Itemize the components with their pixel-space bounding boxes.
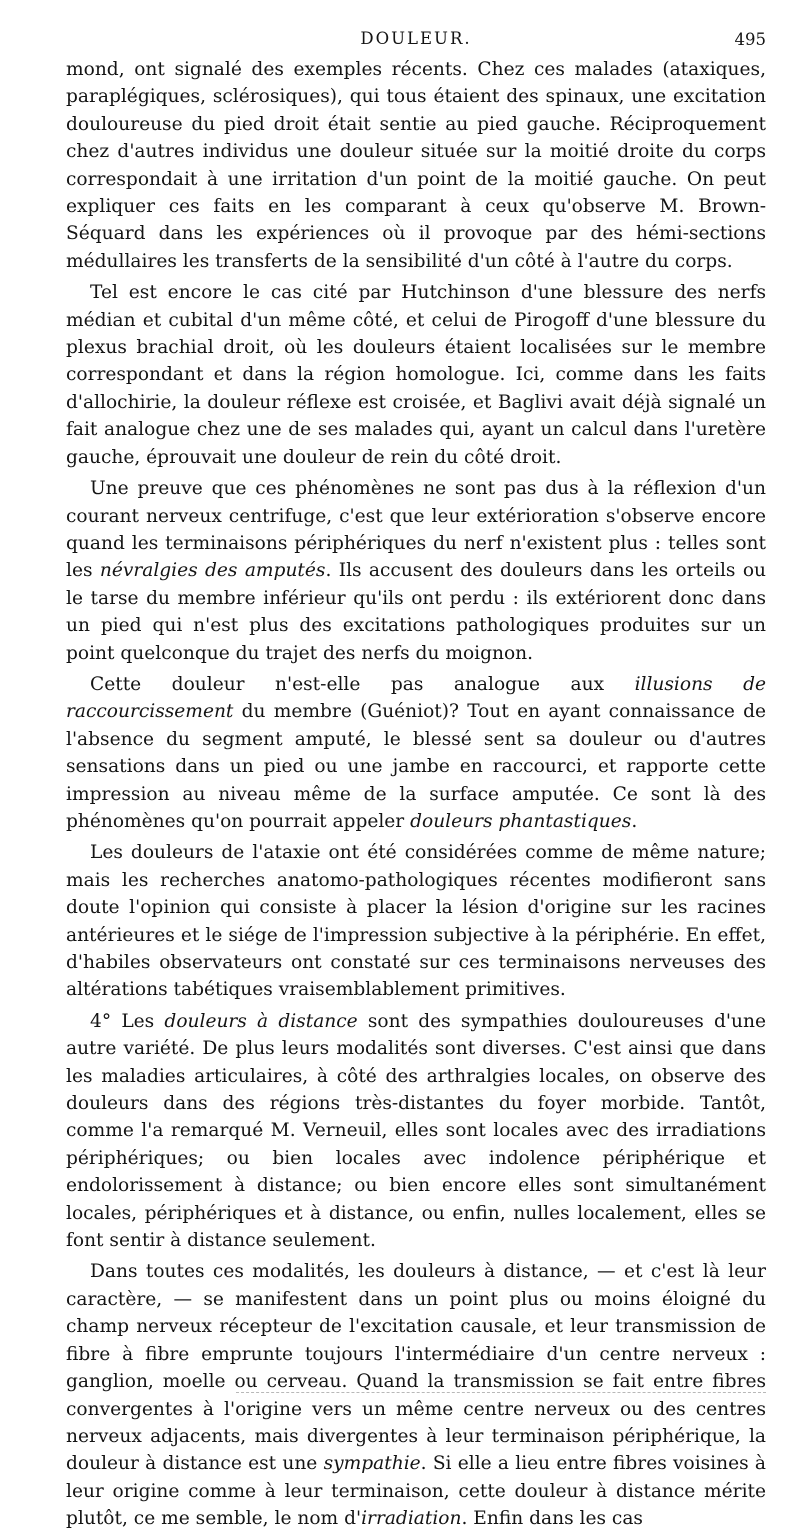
- italic-phrase: névralgies des amputés: [99, 560, 326, 582]
- italic-phrase: douleurs à distance: [164, 1010, 358, 1032]
- footer-rule: [236, 1392, 766, 1393]
- text-run: . Ils accusent des douleurs dans les orteils ou le tarse du membre inférieur qu'ils ont perdu : ils extériorent donc dans un pied qui n'est plus des excitations pathologiques produites sur un point quelconque du trajet des nerfs du moignon.: [66, 560, 767, 664]
- text-run: .: [631, 810, 638, 832]
- text-run: 4° Les: [90, 1010, 165, 1032]
- text-run: sont des sympathies douloureuses d'une autre variété. De plus leurs modalités sont diverses. C'est ainsi que dans les maladies articulaires, à côté des arthralgies locales, on observe des douleurs dans des régions très-distantes du foyer morbide. Tantôt, comme l'a remarqué M. Verneuil, elles sont locales avec des irradiations périphériques; ou bien locales avec indolence périphérique et endolorissement à distance; ou bien encore elles sont simultanément locales, périphériques et à distance, ou enfin, nulles localement, elles se font sentir à distance seulement.: [66, 1010, 766, 1252]
- paragraph: [66, 56, 766, 275]
- text-run: Les douleurs de l'ataxie ont été considérées comme de même nature; mais les recherches anatomo-pathologiques récentes modifieront sans doute l'opinion qui consiste à placer la lésion d'origine sur les racines antérieures et le siége de l'impression subjective à la périphérie. En effet, d'habiles observateurs ont constaté sur ces terminaisons nerveuses des altérations tabétiques vraisemblablement primitives.: [66, 842, 766, 1001]
- text-run: Dans toutes ces modalités, les douleurs à distance, — et c'est là leur caractère, — se manifestent dans un point plus ou moins éloigné du champ nerveux récepteur de l'excitation causale, et leur transmission de fibre à fibre emprunte toujours l'intermédiaire d'un centre nerveux : ganglion, moelle ou cerveau. Quand la transmission se fait entre fibres convergentes à l'origine vers un même centre nerveux ou des centres nerveux adjacents, mais divergentes à leur terminaison périphérique, la douleur à distance est une: [66, 1261, 766, 1475]
- text-run: Cette douleur n'est-elle pas analogue aux: [90, 673, 635, 695]
- paragraph: [66, 475, 766, 667]
- text-run: mond, ont signalé des exemples récents. Chez ces malades (ataxiques, paraplégiques, sclérosiques), qui tous étaient des spinaux, une excitation douloureuse du pied droit était sentie au pied gauche. Réciproquement chez d'autres individus une douleur située sur la moitié droite du corps correspondait à une irritation d'un point de la moitié gauche. On peut expliquer ces faits en les comparant à ceux qu'observe M. Brown-Séquard dans les expériences où il provoque par des hémi-sections médullaires les transferts de la sensibilité d'un côté à l'autre du corps.: [66, 59, 766, 272]
- running-title: DOULEUR.: [360, 29, 472, 48]
- paragraph: [66, 1258, 766, 1532]
- italic-phrase: douleurs phantastiques: [410, 810, 632, 832]
- italic-phrase: sympathie: [323, 1453, 421, 1475]
- italic-phrase: irradiation: [361, 1508, 462, 1530]
- page-number: 495: [734, 30, 766, 49]
- text-run: . Enfin dans les cas: [461, 1508, 643, 1530]
- body-text: [66, 56, 766, 1533]
- text-run: Une preuve que ces phénomènes ne sont pas dus à la réflexion d'un courant nerveux centrifuge, c'est que leur extérioration s'observe encore quand les terminaisons périphériques du nerf n'existent plus : telles sont les: [66, 478, 766, 582]
- italic-phrase: illusions de raccourcissement: [66, 673, 766, 723]
- book-page: [66, 26, 766, 1533]
- paragraph: [66, 279, 766, 471]
- text-run: du membre (Guéniot)? Tout en ayant connaissance de l'absence du segment amputé, le blessé sent sa douleur ou d'autres sensations dans un pied ou une jambe en raccourci, et rapporte cette impression au niveau même de la surface amputée. Ce sont là des phénomènes qu'on pourrait appeler: [66, 701, 766, 832]
- text-run: Tel est encore le cas cité par Hutchinson d'une blessure des nerfs médian et cubital d'un même côté, et celui de Pirogoff d'une blessure du plexus brachial droit, où les douleurs étaient localisées sur le membre correspondant et dans la région homologue. Ici, comme dans les faits d'allochirie, la douleur réflexe est croisée, et Baglivi avait déjà signalé un fait analogue chez une de ses malades qui, ayant un calcul dans l'uretère gauche, éprouvait une douleur de rein du côté droit.: [66, 282, 766, 468]
- paragraph: [66, 839, 766, 1003]
- paragraph: [66, 1008, 766, 1255]
- text-run: . Si elle a lieu entre fibres voisines à leur origine comme à leur terminaison, cette douleur à distance mérite plutôt, ce me semble, le nom d': [66, 1453, 766, 1530]
- running-head: [66, 26, 766, 56]
- paragraph: [66, 671, 766, 835]
